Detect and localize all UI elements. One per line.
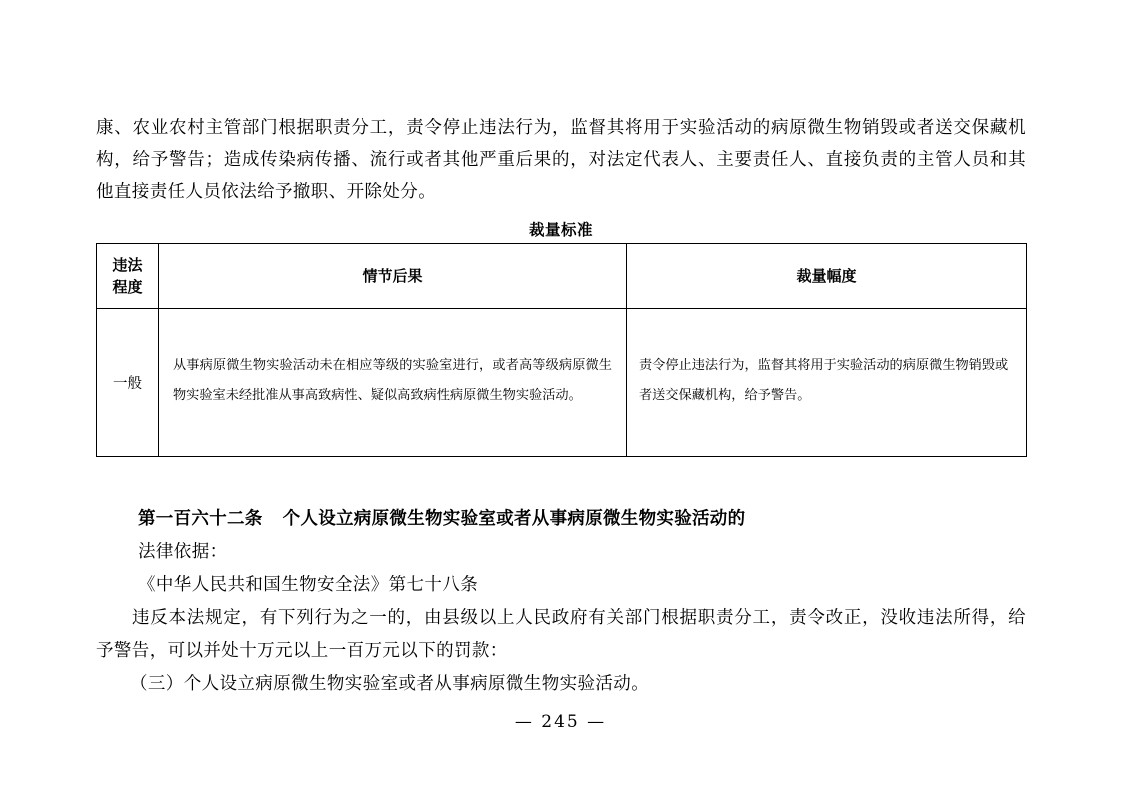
legal-basis-text: 《中华人民共和国生物安全法》第七十八条	[138, 575, 479, 595]
article-number: 第一百六十二条	[138, 509, 263, 529]
cell-circumstance: 从事病原微生物实验活动未在相应等级的实验室进行，或者高等级病原微生物实验室未经批准从事高致病性、疑似高致病性病原微生物实验活动。	[159, 309, 627, 457]
column-header-range: 裁量幅度	[627, 244, 1027, 309]
column-header-degree-line1: 违法	[112, 256, 143, 274]
article-heading	[96, 503, 1026, 536]
page-number: — 245 —	[514, 712, 607, 732]
page-content	[96, 112, 1026, 701]
opening-paragraph-block	[96, 112, 1026, 208]
table-caption: 裁量标准	[528, 221, 593, 239]
table-row	[97, 309, 1027, 457]
cell-degree: 一般	[97, 309, 159, 457]
discretion-standard-table	[96, 243, 1027, 457]
article-provision: 违反本法规定，有下列行为之一的，由县级以上人民政府有关部门根据职责分工，责令改正，没收违法所得，给予警告，可以并处十万元以上一百万元以下的罚款：	[96, 608, 1026, 661]
opening-paragraph: 康、农业农村主管部门根据职责分工，责令停止违法行为，监督其将用于实验活动的病原微生物销毁或者送交保藏机构，给予警告；造成传染病传播、流行或者其他严重后果的，对法定代表人、主要责任人、直接负责的主管人员和其他直接责任人员依法给予撤职、开除处分。	[96, 118, 1026, 202]
column-header-degree-line2: 程度	[112, 278, 143, 296]
article-item: （三）个人设立病原微生物实验室或者从事病原微生物实验活动。	[130, 674, 650, 694]
cell-range: 责令停止违法行为，监督其将用于实验活动的病原微生物销毁或者送交保藏机构，给予警告。	[627, 309, 1027, 457]
legal-basis-label: 法律依据：	[138, 542, 228, 562]
article-title-text: 个人设立病原微生物实验室或者从事病原微生物实验活动的	[282, 509, 746, 529]
column-header-degree	[97, 244, 159, 309]
table-header-row	[97, 244, 1027, 309]
column-header-circumstance: 情节后果	[159, 244, 627, 309]
article-section	[96, 503, 1026, 701]
